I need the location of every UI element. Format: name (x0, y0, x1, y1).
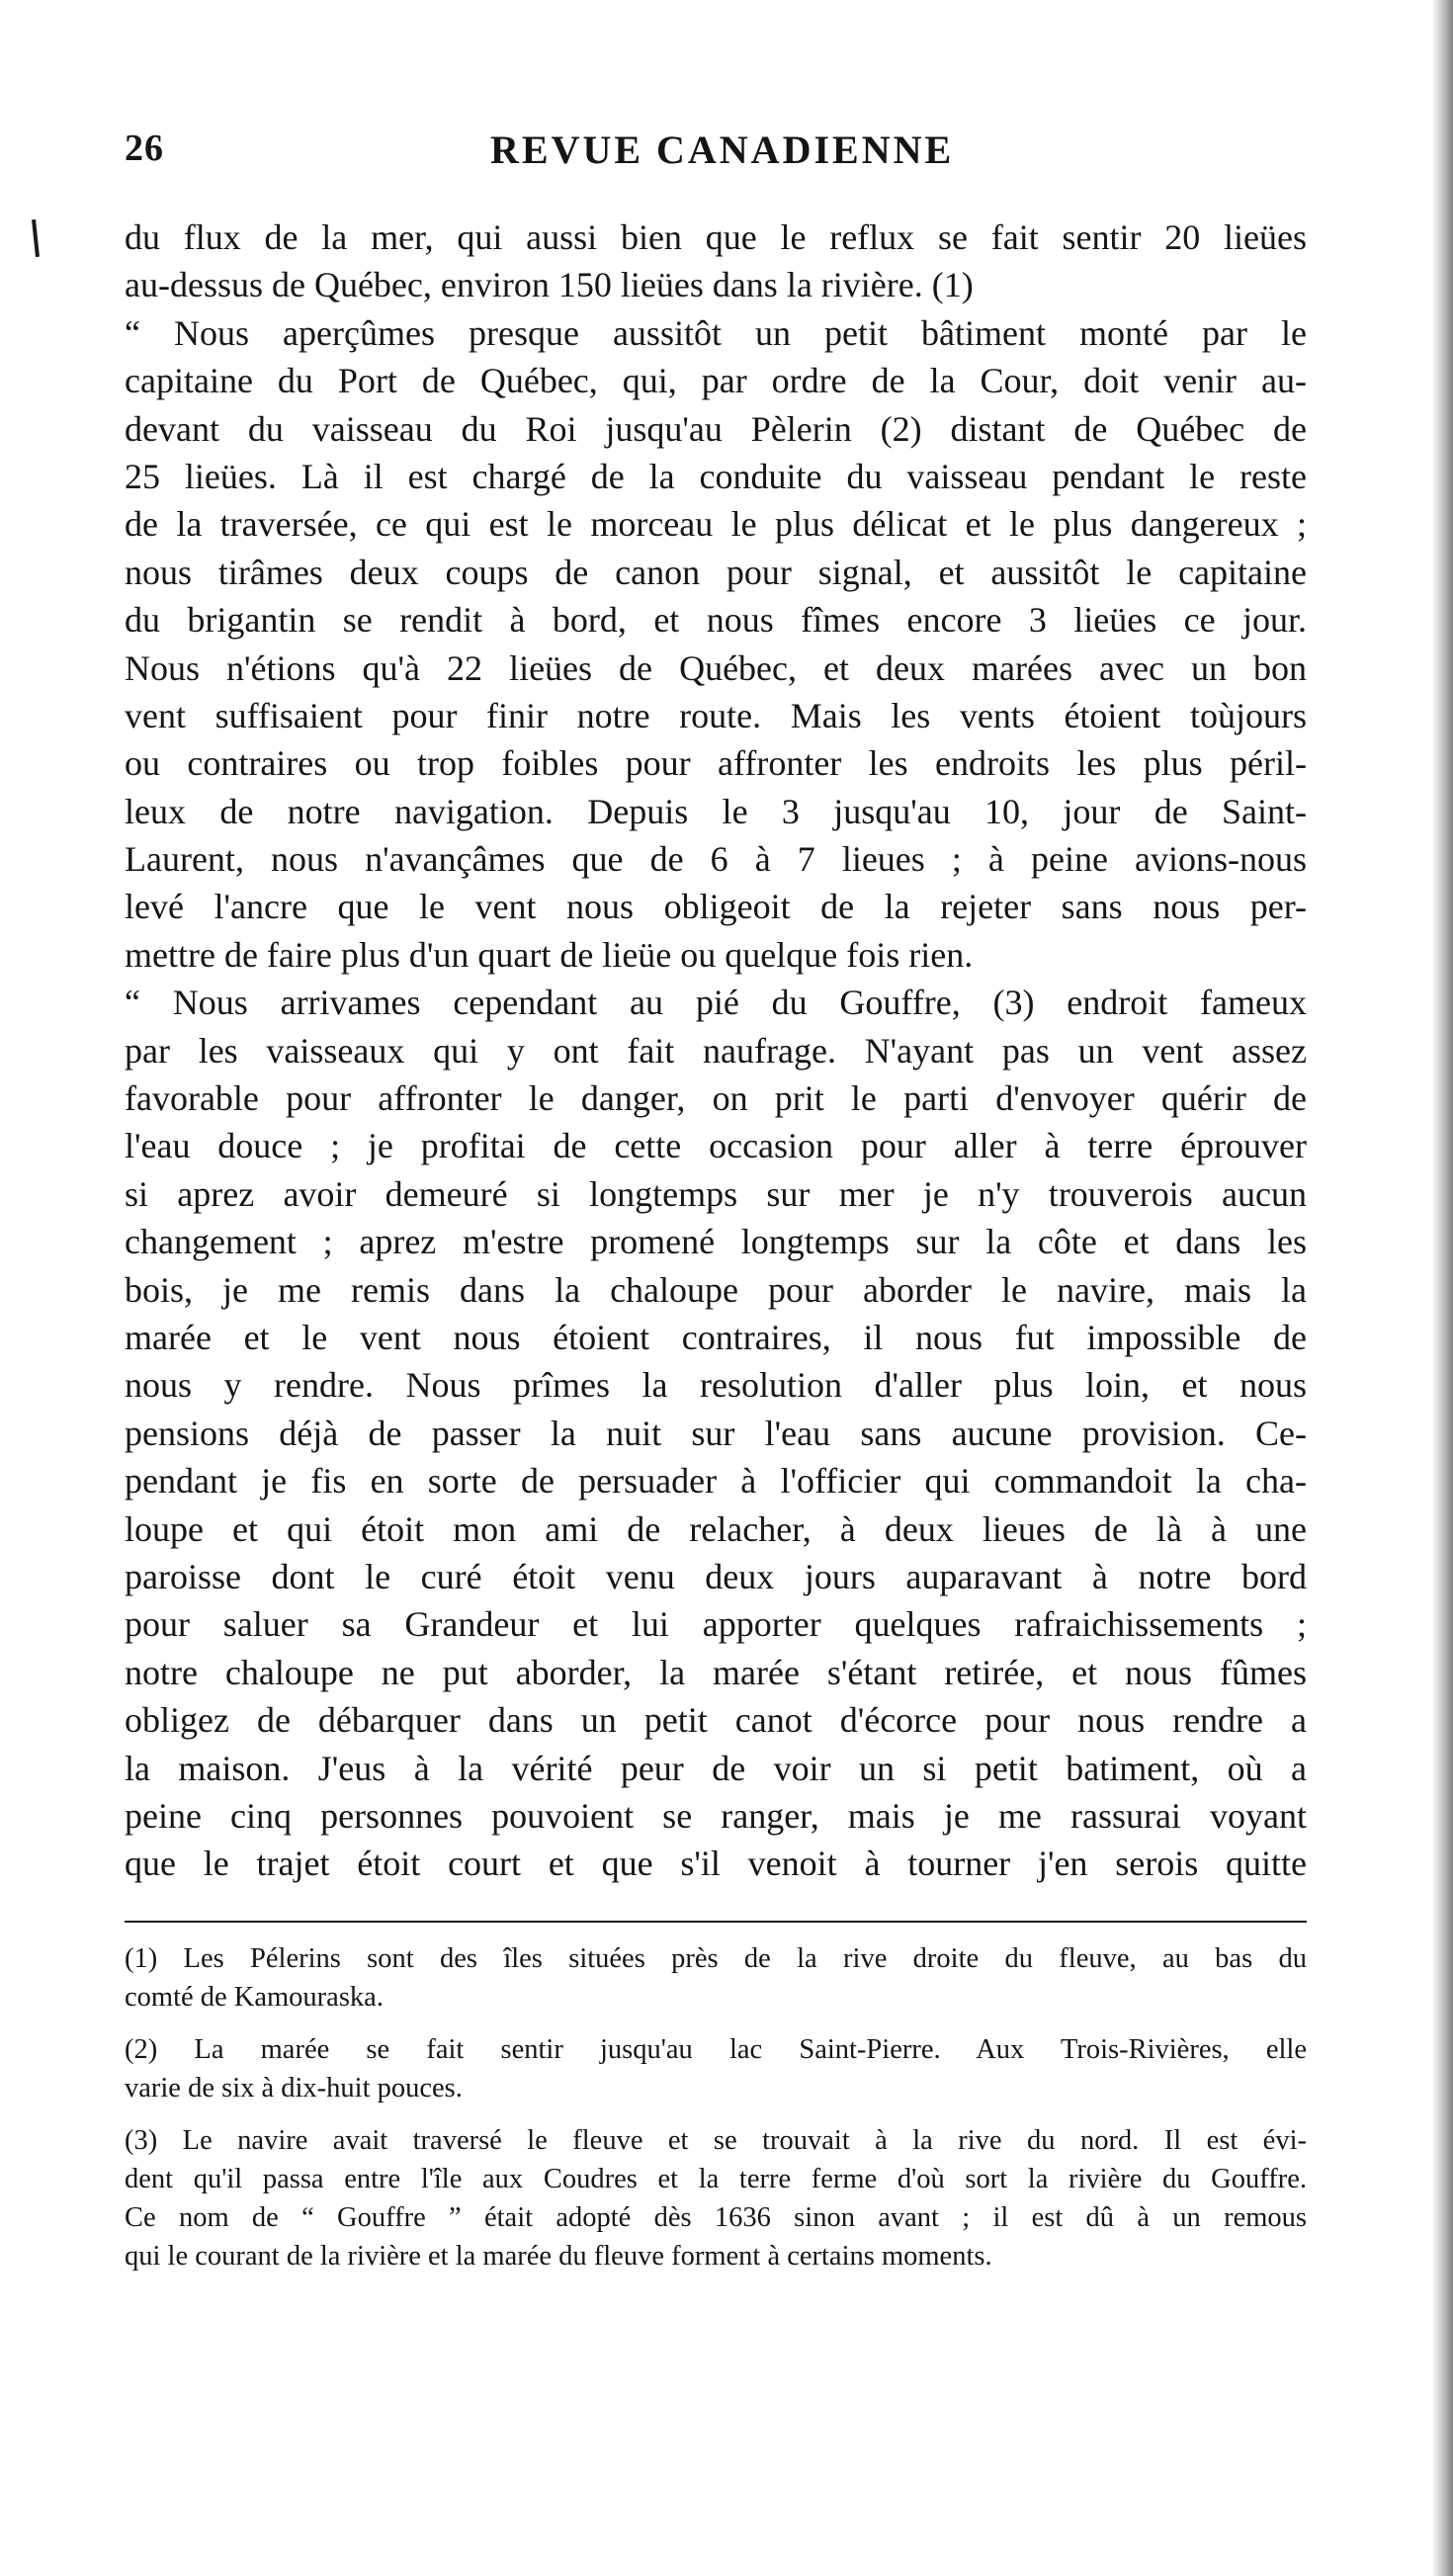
body-text (125, 214, 1307, 1888)
footnote-line: (1) Les Pélerins sont des îles situées près de la rive droite du fleuve, au bas du (125, 1943, 1307, 1974)
body-line: l'eau douce ; je profitai de cette occasion pour aller à terre éprouver (125, 1126, 1307, 1166)
body-line: au-dessus de Québec, environ 150 lieües dans la rivière. (1) (125, 265, 974, 305)
footnote-rule (125, 1921, 1307, 1923)
body-line: mettre de faire plus d'un quart de lieüe ou quelque fois rien. (125, 934, 974, 975)
running-title: REVUE CANADIENNE (490, 128, 955, 172)
body-line: capitaine du Port de Québec, qui, par ordre de la Cour, doit venir au- (125, 361, 1307, 401)
footnote-gap (125, 2017, 1307, 2030)
body-line: leux de notre navigation. Depuis le 3 jusqu'au 10, jour de Saint- (125, 791, 1307, 831)
body-line: “ Nous aperçûmes presque aussitôt un petit bâtiment monté par le (125, 312, 1307, 353)
body-line: peine cinq personnes pouvoient se ranger, mais je me rassurai voyant (125, 1795, 1307, 1836)
page-number: 26 (125, 128, 164, 169)
body-line: notre chaloupe ne put aborder, la marée s'étant retirée, et nous fûmes (125, 1652, 1307, 1692)
body-line: bois, je me remis dans la chaloupe pour aborder le navire, mais la (125, 1269, 1307, 1310)
footnote-gap (125, 2107, 1307, 2121)
footnote-line: qui le courant de la rivière et la marée du fleuve forment à certains moments. (125, 2241, 992, 2272)
footnote-2 (125, 2030, 1307, 2107)
body-line: pensions déjà de passer la nuit sur l'eau sans aucune provision. Ce- (125, 1413, 1307, 1453)
body-line: Laurent, nous n'avançâmes que de 6 à 7 lieues ; à peine avions-nous (125, 839, 1307, 880)
footnote-3 (125, 2121, 1307, 2275)
body-line: obligez de débarquer dans un petit canot d'écorce pour nous rendre a (125, 1700, 1307, 1741)
body-line: vent suffisaient pour finir notre route. Mais les vents étoient toùjours (125, 695, 1307, 735)
body-line: pendant je fis en sorte de persuader à l'officier qui commandoit la cha- (125, 1461, 1307, 1502)
body-line: ou contraires ou trop foibles pour affronter les endroits les plus péril- (125, 743, 1307, 784)
body-line: nous y rendre. Nous prîmes la resolution d'aller plus loin, et nous (125, 1365, 1307, 1406)
body-line: marée et le vent nous étoient contraires, il nous fut impossible de (125, 1317, 1307, 1357)
body-line: nous tirâmes deux coups de canon pour signal, et aussitôt le capitaine (125, 552, 1307, 592)
footnote-line: comté de Kamouraska. (125, 1982, 384, 2013)
body-line: du flux de la mer, qui aussi bien que le reflux se fait sentir 20 lieües (125, 217, 1307, 257)
body-line: la maison. J'eus à la vérité peur de voir un si petit batiment, où a (125, 1748, 1307, 1788)
body-line: si aprez avoir demeuré si longtemps sur mer je n'y trouverois aucun (125, 1173, 1307, 1214)
scan-edge-shadow (1431, 0, 1453, 2576)
page-header (125, 127, 1311, 186)
body-line: “ Nous arrivames cependant au pié du Gouffre, (3) endroit fameux (125, 983, 1307, 1023)
footnote-line: (3) Le navire avait traversé le fleuve et se trouvait à la rive du nord. Il est évi- (125, 2125, 1307, 2156)
footnote-line: dent qu'il passa entre l'île aux Coudres et la terre ferme d'où sort la rivière du Gouffre. (125, 2164, 1307, 2194)
footnote-1 (125, 1939, 1307, 2017)
body-line: que le trajet étoit court et que s'il venoit à tourner j'en serois quitte (125, 1844, 1307, 1884)
body-line: pour saluer sa Grandeur et lui apporter quelques rafraichissements ; (125, 1604, 1307, 1645)
footnote-line: Ce nom de “ Gouffre ” était adopté dès 1636 sinon avant ; il est dû à un remous (125, 2202, 1307, 2233)
margin-mark (32, 219, 40, 257)
footnote-line: (2) La marée se fait sentir jusqu'au lac Saint-Pierre. Aux Trois-Rivières, elle (125, 2034, 1307, 2065)
body-line: paroisse dont le curé étoit venu deux jours auparavant à notre bord (125, 1556, 1307, 1596)
body-line: levé l'ancre que le vent nous obligeoit de la rejeter sans nous per- (125, 887, 1307, 927)
body-line: par les vaisseaux qui y ont fait naufrage. N'ayant pas un vent assez (125, 1030, 1307, 1071)
body-line: loupe et qui étoit mon ami de relacher, à deux lieues de là à une (125, 1508, 1307, 1549)
body-line: de la traversée, ce qui est le morceau le plus délicat et le plus dangereux ; (125, 504, 1307, 545)
body-line: favorable pour affronter le danger, on prit le parti d'envoyer quérir de (125, 1078, 1307, 1119)
body-line: changement ; aprez m'estre promené longtemps sur la côte et dans les (125, 1222, 1307, 1262)
body-line: devant du vaisseau du Roi jusqu'au Pèlerin (2) distant de Québec de (125, 408, 1307, 449)
body-line: 25 lieües. Là il est chargé de la conduite du vaisseau pendant le reste (125, 456, 1307, 496)
body-line: du brigantin se rendit à bord, et nous fîmes encore 3 lieües ce jour. (125, 600, 1307, 641)
footnotes (125, 1939, 1307, 2275)
footnote-line: varie de six à dix-huit pouces. (125, 2073, 463, 2104)
body-line: Nous n'étions qu'à 22 lieües de Québec, et deux marées avec un bon (125, 647, 1307, 688)
